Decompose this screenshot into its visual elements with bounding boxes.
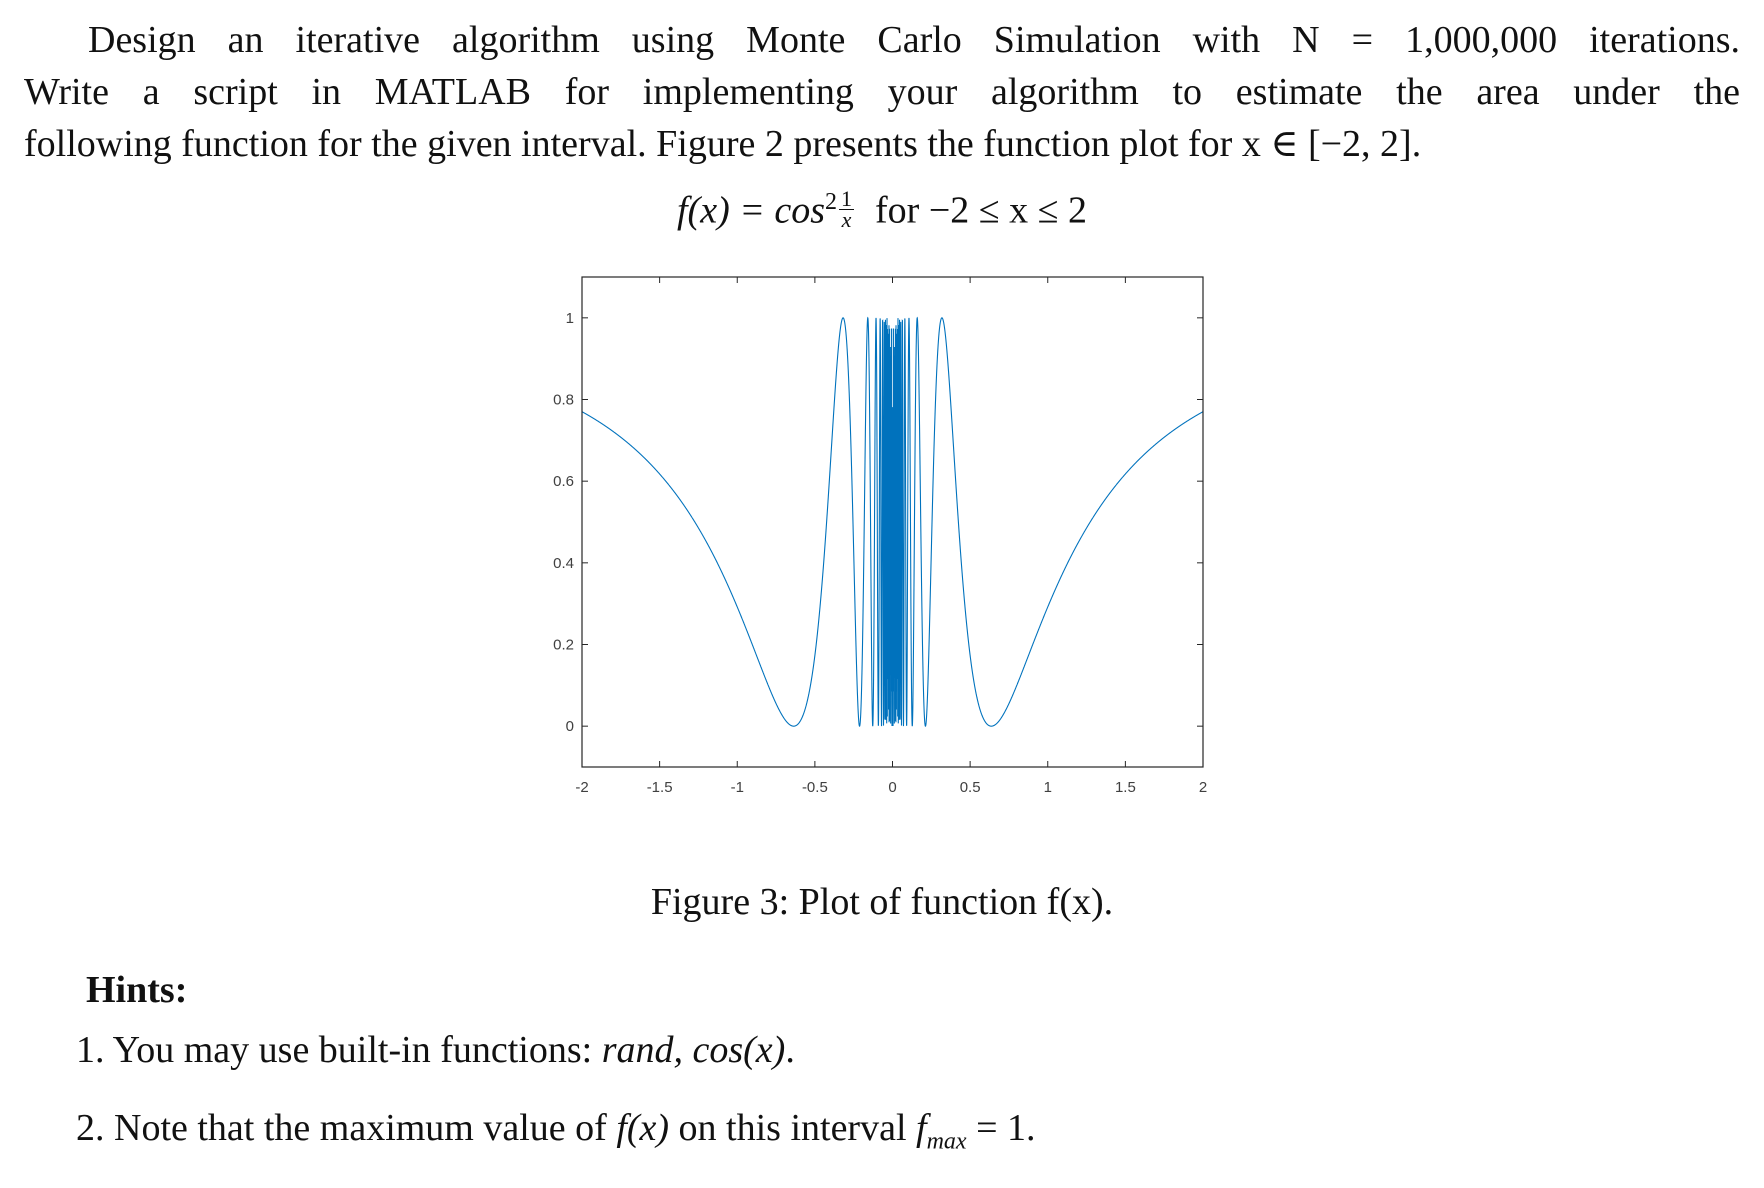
hint-1-suffix: . bbox=[785, 1029, 795, 1071]
problem-line-3: following function for the given interval. Figure 2 presents the function plot for x ∈ [−2, 2]. bbox=[24, 123, 1422, 165]
x-tick-label: 1.5 bbox=[1114, 779, 1136, 796]
x-tick-label: -1.5 bbox=[646, 779, 673, 796]
function-plot bbox=[520, 260, 1240, 820]
x-tick-label: 2 bbox=[1198, 779, 1208, 796]
hints-title: Hints: bbox=[86, 969, 188, 1011]
hint-2-fmax: f bbox=[916, 1107, 927, 1149]
x-tick-label: 0 bbox=[888, 779, 897, 796]
hint-2-sub: max bbox=[926, 1128, 967, 1155]
x-tick-label: -2 bbox=[575, 779, 589, 796]
y-tick-label: 0.6 bbox=[553, 473, 574, 491]
hint-1 bbox=[76, 1028, 795, 1072]
x-tick-label: 1 bbox=[1043, 779, 1052, 796]
function-equation bbox=[0, 176, 1764, 237]
figure-caption: Figure 3: Plot of function f(x). bbox=[650, 881, 1114, 923]
equation-power: 2 bbox=[825, 189, 838, 215]
plot-canvas bbox=[520, 260, 1240, 820]
equation-lhs: f(x) = cos bbox=[677, 189, 826, 232]
equation-fraction bbox=[839, 186, 854, 233]
hint-2-mid: on this interval bbox=[669, 1107, 917, 1149]
hint-1-text: 1. You may use built-in functions: bbox=[76, 1029, 602, 1071]
hint-2-text: 2. Note that the maximum value of bbox=[76, 1107, 617, 1149]
x-tick-label: 0.5 bbox=[959, 779, 981, 796]
x-tick-label: -1 bbox=[730, 779, 744, 796]
y-tick-label: 0.8 bbox=[553, 391, 574, 409]
problem-statement bbox=[24, 14, 1740, 170]
problem-line-2: Write a script in MATLAB for implementing your algorithm to estimate the area under the bbox=[24, 71, 1740, 113]
equation-condition: for −2 ≤ x ≤ 2 bbox=[875, 189, 1087, 232]
function-curve bbox=[582, 318, 1203, 726]
problem-line-1: Design an iterative algorithm using Monte Carlo Simulation with N = 1,000,000 iterations. bbox=[88, 19, 1740, 61]
hint-2-fx: f(x) bbox=[616, 1107, 670, 1149]
hint-2-suffix: = 1. bbox=[966, 1107, 1036, 1149]
y-tick-label: 0.2 bbox=[553, 636, 574, 654]
hint-1-math: rand, cos(x) bbox=[601, 1029, 786, 1071]
y-tick-label: 0.4 bbox=[553, 554, 574, 572]
x-tick-label: -0.5 bbox=[801, 779, 828, 796]
fraction-numerator: 1 bbox=[841, 186, 853, 212]
fraction-denominator: x bbox=[841, 207, 852, 233]
y-tick-label: 0 bbox=[565, 718, 574, 736]
hint-2 bbox=[76, 1106, 1036, 1156]
y-tick-label: 1 bbox=[565, 309, 574, 327]
